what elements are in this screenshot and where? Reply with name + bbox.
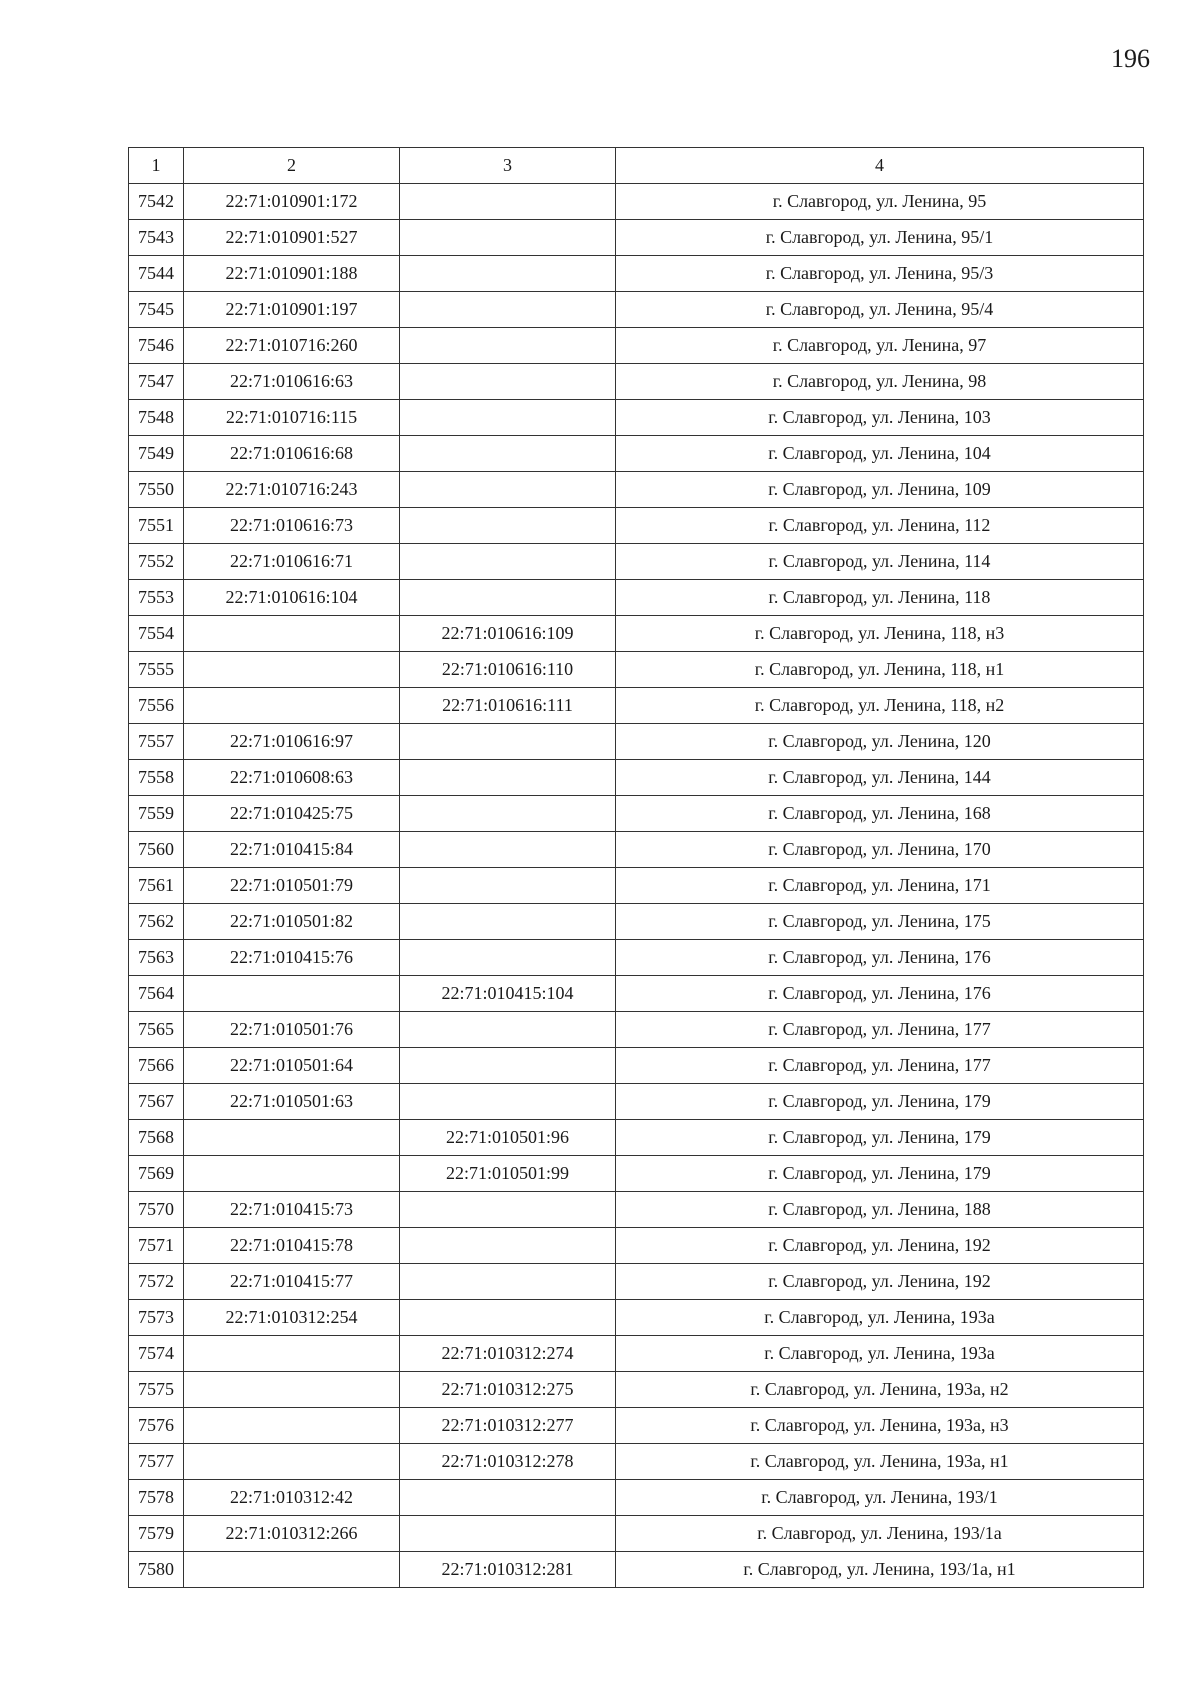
row-number-cell: 7568 xyxy=(129,1120,184,1156)
table-row xyxy=(129,1300,1144,1336)
header-cell-2: 2 xyxy=(184,148,400,184)
row-number-cell: 7555 xyxy=(129,652,184,688)
address-cell: г. Славгород, ул. Ленина, 193/1 xyxy=(616,1480,1144,1516)
address-cell: г. Славгород, ул. Ленина, 104 xyxy=(616,436,1144,472)
row-number-cell: 7564 xyxy=(129,976,184,1012)
row-number-cell: 7545 xyxy=(129,292,184,328)
cadastral-number-cell: 22:71:010501:76 xyxy=(184,1012,400,1048)
table-row xyxy=(129,544,1144,580)
premises-cadastral-number-cell xyxy=(400,1480,616,1516)
table-row xyxy=(129,580,1144,616)
cadastral-number-cell: 22:71:010716:260 xyxy=(184,328,400,364)
cadastral-number-cell xyxy=(184,688,400,724)
table-row xyxy=(129,652,1144,688)
cadastral-number-cell xyxy=(184,1372,400,1408)
cadastral-number-cell: 22:71:010616:73 xyxy=(184,508,400,544)
premises-cadastral-number-cell xyxy=(400,832,616,868)
cadastral-number-cell: 22:71:010312:254 xyxy=(184,1300,400,1336)
address-cell: г. Славгород, ул. Ленина, 179 xyxy=(616,1156,1144,1192)
address-cell: г. Славгород, ул. Ленина, 118, н1 xyxy=(616,652,1144,688)
cadastral-number-cell xyxy=(184,1336,400,1372)
table-row xyxy=(129,1048,1144,1084)
address-cell: г. Славгород, ул. Ленина, 95/4 xyxy=(616,292,1144,328)
address-cell: г. Славгород, ул. Ленина, 192 xyxy=(616,1264,1144,1300)
table-row xyxy=(129,508,1144,544)
table-body xyxy=(129,184,1144,1588)
address-cell: г. Славгород, ул. Ленина, 114 xyxy=(616,544,1144,580)
address-cell: г. Славгород, ул. Ленина, 168 xyxy=(616,796,1144,832)
cadastral-number-cell xyxy=(184,1444,400,1480)
table-row xyxy=(129,832,1144,868)
premises-cadastral-number-cell xyxy=(400,184,616,220)
row-number-cell: 7579 xyxy=(129,1516,184,1552)
premises-cadastral-number-cell xyxy=(400,436,616,472)
cadastral-number-cell: 22:71:010501:79 xyxy=(184,868,400,904)
row-number-cell: 7559 xyxy=(129,796,184,832)
table-row xyxy=(129,1156,1144,1192)
premises-cadastral-number-cell: 22:71:010501:96 xyxy=(400,1120,616,1156)
cadastral-number-cell xyxy=(184,1156,400,1192)
address-cell: г. Славгород, ул. Ленина, 103 xyxy=(616,400,1144,436)
cadastral-number-cell: 22:71:010616:68 xyxy=(184,436,400,472)
table-row xyxy=(129,400,1144,436)
cadastral-number-cell: 22:71:010501:63 xyxy=(184,1084,400,1120)
row-number-cell: 7544 xyxy=(129,256,184,292)
row-number-cell: 7542 xyxy=(129,184,184,220)
table-row xyxy=(129,760,1144,796)
table-row xyxy=(129,220,1144,256)
address-cell: г. Славгород, ул. Ленина, 193а xyxy=(616,1336,1144,1372)
table-row xyxy=(129,1192,1144,1228)
row-number-cell: 7580 xyxy=(129,1552,184,1588)
table-header xyxy=(129,148,1144,184)
table-row xyxy=(129,1372,1144,1408)
row-number-cell: 7572 xyxy=(129,1264,184,1300)
address-cell: г. Славгород, ул. Ленина, 170 xyxy=(616,832,1144,868)
premises-cadastral-number-cell: 22:71:010616:111 xyxy=(400,688,616,724)
premises-cadastral-number-cell: 22:71:010616:110 xyxy=(400,652,616,688)
row-number-cell: 7565 xyxy=(129,1012,184,1048)
address-cell: г. Славгород, ул. Ленина, 179 xyxy=(616,1120,1144,1156)
row-number-cell: 7562 xyxy=(129,904,184,940)
table-row xyxy=(129,436,1144,472)
row-number-cell: 7574 xyxy=(129,1336,184,1372)
premises-cadastral-number-cell xyxy=(400,220,616,256)
premises-cadastral-number-cell xyxy=(400,1048,616,1084)
row-number-cell: 7575 xyxy=(129,1372,184,1408)
address-cell: г. Славгород, ул. Ленина, 120 xyxy=(616,724,1144,760)
premises-cadastral-number-cell: 22:71:010415:104 xyxy=(400,976,616,1012)
cadastral-number-cell: 22:71:010312:42 xyxy=(184,1480,400,1516)
address-cell: г. Славгород, ул. Ленина, 118, н3 xyxy=(616,616,1144,652)
address-cell: г. Славгород, ул. Ленина, 176 xyxy=(616,940,1144,976)
premises-cadastral-number-cell xyxy=(400,292,616,328)
cadastral-number-cell: 22:71:010901:172 xyxy=(184,184,400,220)
row-number-cell: 7576 xyxy=(129,1408,184,1444)
cadastral-number-cell: 22:71:010901:188 xyxy=(184,256,400,292)
table-row xyxy=(129,616,1144,652)
address-cell: г. Славгород, ул. Ленина, 171 xyxy=(616,868,1144,904)
table-row xyxy=(129,976,1144,1012)
address-cell: г. Славгород, ул. Ленина, 112 xyxy=(616,508,1144,544)
table-row xyxy=(129,1120,1144,1156)
premises-cadastral-number-cell xyxy=(400,1300,616,1336)
address-cell: г. Славгород, ул. Ленина, 179 xyxy=(616,1084,1144,1120)
table-row xyxy=(129,328,1144,364)
table-row xyxy=(129,796,1144,832)
address-cell: г. Славгород, ул. Ленина, 177 xyxy=(616,1012,1144,1048)
header-row xyxy=(129,148,1144,184)
premises-cadastral-number-cell xyxy=(400,256,616,292)
table-row xyxy=(129,1444,1144,1480)
premises-cadastral-number-cell xyxy=(400,1084,616,1120)
address-cell: г. Славгород, ул. Ленина, 193а, н1 xyxy=(616,1444,1144,1480)
address-cell: г. Славгород, ул. Ленина, 144 xyxy=(616,760,1144,796)
row-number-cell: 7558 xyxy=(129,760,184,796)
cadastral-number-cell xyxy=(184,1408,400,1444)
address-cell: г. Славгород, ул. Ленина, 193а xyxy=(616,1300,1144,1336)
table-row xyxy=(129,1336,1144,1372)
cadastral-number-cell xyxy=(184,616,400,652)
premises-cadastral-number-cell xyxy=(400,472,616,508)
premises-cadastral-number-cell: 22:71:010616:109 xyxy=(400,616,616,652)
row-number-cell: 7560 xyxy=(129,832,184,868)
premises-cadastral-number-cell: 22:71:010312:275 xyxy=(400,1372,616,1408)
address-cell: г. Славгород, ул. Ленина, 175 xyxy=(616,904,1144,940)
premises-cadastral-number-cell xyxy=(400,580,616,616)
page-number: 196 xyxy=(1111,44,1150,73)
table-row xyxy=(129,940,1144,976)
address-cell: г. Славгород, ул. Ленина, 118, н2 xyxy=(616,688,1144,724)
cadastral-number-cell: 22:71:010501:82 xyxy=(184,904,400,940)
row-number-cell: 7557 xyxy=(129,724,184,760)
address-cell: г. Славгород, ул. Ленина, 192 xyxy=(616,1228,1144,1264)
premises-cadastral-number-cell: 22:71:010312:277 xyxy=(400,1408,616,1444)
row-number-cell: 7553 xyxy=(129,580,184,616)
cadastral-number-cell xyxy=(184,976,400,1012)
address-cell: г. Славгород, ул. Ленина, 193/1а, н1 xyxy=(616,1552,1144,1588)
table-row xyxy=(129,1516,1144,1552)
table-row xyxy=(129,364,1144,400)
address-cell: г. Славгород, ул. Ленина, 98 xyxy=(616,364,1144,400)
row-number-cell: 7569 xyxy=(129,1156,184,1192)
table-row xyxy=(129,688,1144,724)
table-row xyxy=(129,868,1144,904)
table-row xyxy=(129,184,1144,220)
premises-cadastral-number-cell xyxy=(400,544,616,580)
premises-cadastral-number-cell xyxy=(400,724,616,760)
table-row xyxy=(129,1480,1144,1516)
address-cell: г. Славгород, ул. Ленина, 177 xyxy=(616,1048,1144,1084)
premises-cadastral-number-cell xyxy=(400,868,616,904)
table-row xyxy=(129,256,1144,292)
premises-cadastral-number-cell: 22:71:010312:274 xyxy=(400,1336,616,1372)
premises-cadastral-number-cell: 22:71:010501:99 xyxy=(400,1156,616,1192)
row-number-cell: 7547 xyxy=(129,364,184,400)
row-number-cell: 7543 xyxy=(129,220,184,256)
address-cell: г. Славгород, ул. Ленина, 193а, н3 xyxy=(616,1408,1144,1444)
row-number-cell: 7548 xyxy=(129,400,184,436)
table-row xyxy=(129,904,1144,940)
row-number-cell: 7573 xyxy=(129,1300,184,1336)
row-number-cell: 7567 xyxy=(129,1084,184,1120)
row-number-cell: 7577 xyxy=(129,1444,184,1480)
header-cell-4: 4 xyxy=(616,148,1144,184)
table-row xyxy=(129,472,1144,508)
header-cell-3: 3 xyxy=(400,148,616,184)
row-number-cell: 7550 xyxy=(129,472,184,508)
registry-table xyxy=(128,147,1144,1588)
header-cell-1: 1 xyxy=(129,148,184,184)
address-cell: г. Славгород, ул. Ленина, 97 xyxy=(616,328,1144,364)
cadastral-number-cell: 22:71:010901:197 xyxy=(184,292,400,328)
cadastral-number-cell: 22:71:010716:243 xyxy=(184,472,400,508)
cadastral-number-cell: 22:71:010616:97 xyxy=(184,724,400,760)
cadastral-number-cell: 22:71:010415:78 xyxy=(184,1228,400,1264)
table-row xyxy=(129,1084,1144,1120)
row-number-cell: 7554 xyxy=(129,616,184,652)
cadastral-number-cell xyxy=(184,1120,400,1156)
table-row xyxy=(129,1012,1144,1048)
cadastral-number-cell: 22:71:010901:527 xyxy=(184,220,400,256)
premises-cadastral-number-cell xyxy=(400,904,616,940)
table-row xyxy=(129,292,1144,328)
row-number-cell: 7566 xyxy=(129,1048,184,1084)
row-number-cell: 7556 xyxy=(129,688,184,724)
premises-cadastral-number-cell xyxy=(400,760,616,796)
premises-cadastral-number-cell xyxy=(400,940,616,976)
row-number-cell: 7571 xyxy=(129,1228,184,1264)
cadastral-number-cell: 22:71:010425:75 xyxy=(184,796,400,832)
row-number-cell: 7563 xyxy=(129,940,184,976)
cadastral-number-cell: 22:71:010716:115 xyxy=(184,400,400,436)
premises-cadastral-number-cell xyxy=(400,364,616,400)
address-cell: г. Славгород, ул. Ленина, 176 xyxy=(616,976,1144,1012)
premises-cadastral-number-cell: 22:71:010312:278 xyxy=(400,1444,616,1480)
row-number-cell: 7549 xyxy=(129,436,184,472)
address-cell: г. Славгород, ул. Ленина, 95 xyxy=(616,184,1144,220)
address-cell: г. Славгород, ул. Ленина, 109 xyxy=(616,472,1144,508)
cadastral-number-cell: 22:71:010616:63 xyxy=(184,364,400,400)
cadastral-number-cell: 22:71:010312:266 xyxy=(184,1516,400,1552)
address-cell: г. Славгород, ул. Ленина, 188 xyxy=(616,1192,1144,1228)
cadastral-number-cell: 22:71:010616:104 xyxy=(184,580,400,616)
row-number-cell: 7561 xyxy=(129,868,184,904)
premises-cadastral-number-cell xyxy=(400,1012,616,1048)
cadastral-number-cell: 22:71:010616:71 xyxy=(184,544,400,580)
table-row xyxy=(129,1228,1144,1264)
cadastral-number-cell: 22:71:010415:73 xyxy=(184,1192,400,1228)
row-number-cell: 7551 xyxy=(129,508,184,544)
premises-cadastral-number-cell xyxy=(400,328,616,364)
address-cell: г. Славгород, ул. Ленина, 118 xyxy=(616,580,1144,616)
address-cell: г. Славгород, ул. Ленина, 95/3 xyxy=(616,256,1144,292)
premises-cadastral-number-cell xyxy=(400,796,616,832)
cadastral-number-cell: 22:71:010415:77 xyxy=(184,1264,400,1300)
row-number-cell: 7546 xyxy=(129,328,184,364)
cadastral-number-cell: 22:71:010501:64 xyxy=(184,1048,400,1084)
premises-cadastral-number-cell: 22:71:010312:281 xyxy=(400,1552,616,1588)
premises-cadastral-number-cell xyxy=(400,1192,616,1228)
row-number-cell: 7552 xyxy=(129,544,184,580)
cadastral-number-cell: 22:71:010415:84 xyxy=(184,832,400,868)
table-row xyxy=(129,724,1144,760)
cadastral-number-cell: 22:71:010608:63 xyxy=(184,760,400,796)
table-row xyxy=(129,1552,1144,1588)
address-cell: г. Славгород, ул. Ленина, 193а, н2 xyxy=(616,1372,1144,1408)
row-number-cell: 7570 xyxy=(129,1192,184,1228)
premises-cadastral-number-cell xyxy=(400,1516,616,1552)
cadastral-number-cell: 22:71:010415:76 xyxy=(184,940,400,976)
premises-cadastral-number-cell xyxy=(400,508,616,544)
premises-cadastral-number-cell xyxy=(400,1228,616,1264)
address-cell: г. Славгород, ул. Ленина, 95/1 xyxy=(616,220,1144,256)
premises-cadastral-number-cell xyxy=(400,400,616,436)
table-row xyxy=(129,1264,1144,1300)
cadastral-number-cell xyxy=(184,1552,400,1588)
table-row xyxy=(129,1408,1144,1444)
address-cell: г. Славгород, ул. Ленина, 193/1а xyxy=(616,1516,1144,1552)
cadastral-number-cell xyxy=(184,652,400,688)
row-number-cell: 7578 xyxy=(129,1480,184,1516)
premises-cadastral-number-cell xyxy=(400,1264,616,1300)
